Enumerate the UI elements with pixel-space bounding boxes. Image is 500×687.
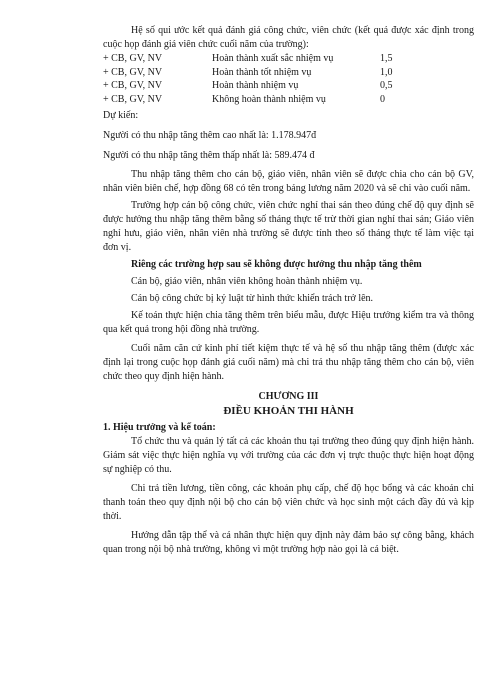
coefficient-value: 0: [380, 93, 385, 105]
chapter-number: CHƯƠNG III: [258, 391, 319, 402]
paragraph-huong-dan: Hướng dẫn tập thể và cá nhân thực hiện quy định này đảm bảo sự công bằng, khách quan trong nội bộ nhà trường, không vì một trường hợp nào gọi là cá biệt.: [103, 530, 474, 555]
coefficient-desc: Hoàn thành tốt nhiệm vụ: [212, 66, 312, 78]
max-income-line: Người có thu nhập tăng thêm cao nhất là: 1.178.947đ: [103, 130, 317, 141]
coefficient-value: 0,5: [380, 80, 393, 91]
du-kien-label: Dự kiến:: [103, 110, 139, 121]
chapter-title: ĐIỀU KHOẢN THI HÀNH: [223, 405, 354, 417]
paragraph-thu-nhap: Thu nhập tăng thêm cho cán bộ, giáo viên, nhân viên sẽ được chia cho cán bộ GV, nhân viên biên chế, hợp đồng 68 có tên trong bảng lương năm 2020 và sẽ chi vào cuối năm.: [103, 169, 474, 194]
coefficient-row: [103, 52, 474, 66]
coefficient-list: [103, 52, 474, 106]
coefficient-desc: Hoàn thành nhiệm vụ: [212, 80, 299, 91]
min-income-line: Người có thu nhập tăng thêm thấp nhất là: 589.474 đ: [103, 150, 315, 161]
paragraph-nghi-thai-san: Trường hợp cán bộ công chức, viên chức nghỉ thai sản theo đúng chế độ quy định sẽ được hưởng thu nhập tăng thêm bằng số tháng thực tế trừ thời gian nghỉ thai sản; Giáo viên nghỉ hưu, giáo viên, nhân viên nhà trường sẽ được tính theo số tháng thực tế làm việc tại đơn vị.: [103, 200, 474, 253]
paragraph-to-chuc: Tổ chức thu và quản lý tất cả các khoản thu tại trường theo đúng quy định hiện hành. Giám sát việc thực hiện nghĩa vụ với trường của các đơn vị trực thuộc thực hiện hoạt động sự nghiệp có thu.: [103, 436, 474, 475]
coefficient-row: [103, 66, 474, 80]
coefficient-who: + CB, GV, NV: [103, 93, 163, 105]
paragraph-ke-toan: Kế toán thực hiện chia tăng thêm trên biểu mẫu, được Hiệu trưởng kiểm tra và thông qua kết quả trong hội đồng nhà trường.: [103, 310, 474, 335]
coefficient-row: [103, 93, 474, 107]
coefficient-intro: Hệ số qui ước kết quả đánh giá công chức, viên chức (kết quả được xác định trong cuộc họp đánh giá viên chức cuối năm của trường):: [103, 25, 474, 50]
section-heading: 1. Hiệu trưởng và kế toán:: [103, 422, 216, 433]
special-case-item: Cán bộ công chức bị kỷ luật từ hình thức khiển trách trở lên.: [131, 293, 374, 304]
coefficient-value: 1,5: [380, 53, 393, 64]
coefficient-who: + CB, GV, NV: [103, 53, 163, 64]
paragraph-chi-tra: Chi trả tiền lương, tiền công, các khoản phụ cấp, chế độ học bổng và các khoản chi thanh toán theo quy định nội bộ cho cán bộ viên chức và học sinh một cách đầy đủ và kịp thời.: [103, 483, 474, 522]
coefficient-desc: Hoàn thành xuất sắc nhiệm vụ: [212, 53, 334, 64]
coefficient-who: + CB, GV, NV: [103, 66, 163, 78]
paragraph-cuoi-nam: Cuối năm căn cứ kinh phí tiết kiệm thực tế và hệ số thu nhập tăng thêm (được xác định lại trong cuộc họp đánh giá cuối năm) mà chi trả thu nhập tăng thêm cho cán bộ, viên chức theo quy định hiện hành.: [103, 343, 474, 382]
coefficient-desc: Không hoàn thành nhiệm vụ: [212, 93, 326, 105]
special-cases-heading: Riêng các trường hợp sau sẽ không được hưởng thu nhập tăng thêm: [131, 259, 422, 270]
coefficient-value: 1,0: [380, 66, 393, 78]
coefficient-row: [103, 79, 474, 93]
coefficient-who: + CB, GV, NV: [103, 80, 163, 91]
special-case-item: Cán bộ, giáo viên, nhân viên không hoàn thành nhiệm vụ.: [131, 276, 363, 287]
